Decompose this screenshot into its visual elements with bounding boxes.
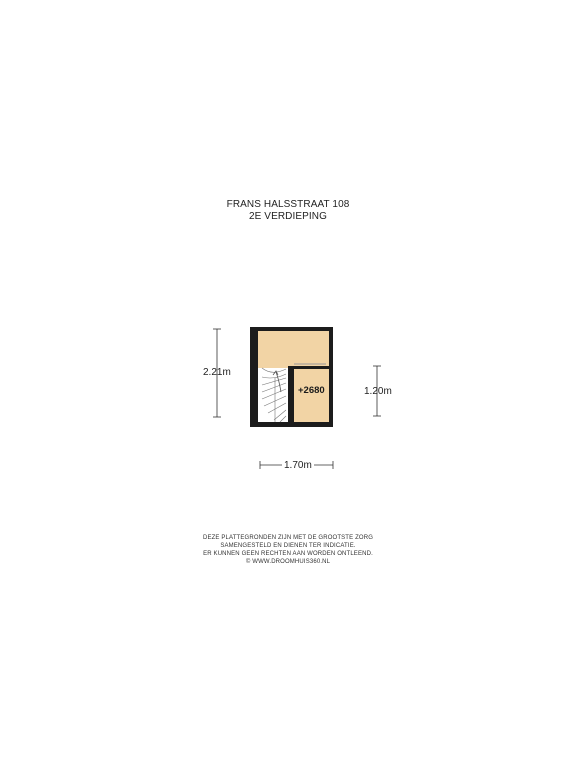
inner-wall-top (288, 366, 329, 369)
floor-title: 2E VERDIEPING (249, 211, 327, 222)
stair-well (258, 368, 288, 422)
level-marker: +2680 (298, 385, 325, 396)
disclaimer-line-2: SAMENGESTELD EN DIENEN TER INDICATIE. (220, 543, 356, 549)
inner-wall (288, 366, 294, 422)
address-title: FRANS HALSSTRAAT 108 (226, 199, 350, 210)
disclaimer-line-4: © WWW.DROOMHUIS360.NL (245, 559, 331, 565)
dimension-label-right: 1.20m (364, 386, 392, 397)
dimension-label-left: 2.21m (203, 367, 231, 378)
disclaimer-line-1: DEZE PLATTEGRONDEN ZIJN MET DE GROOTSTE ZORG (202, 535, 374, 541)
dimension-label-bottom: 1.70m (284, 460, 312, 471)
disclaimer-line-3: ER KUNNEN GEEN RECHTEN AAN WORDEN ONTLEEND. (203, 551, 373, 557)
